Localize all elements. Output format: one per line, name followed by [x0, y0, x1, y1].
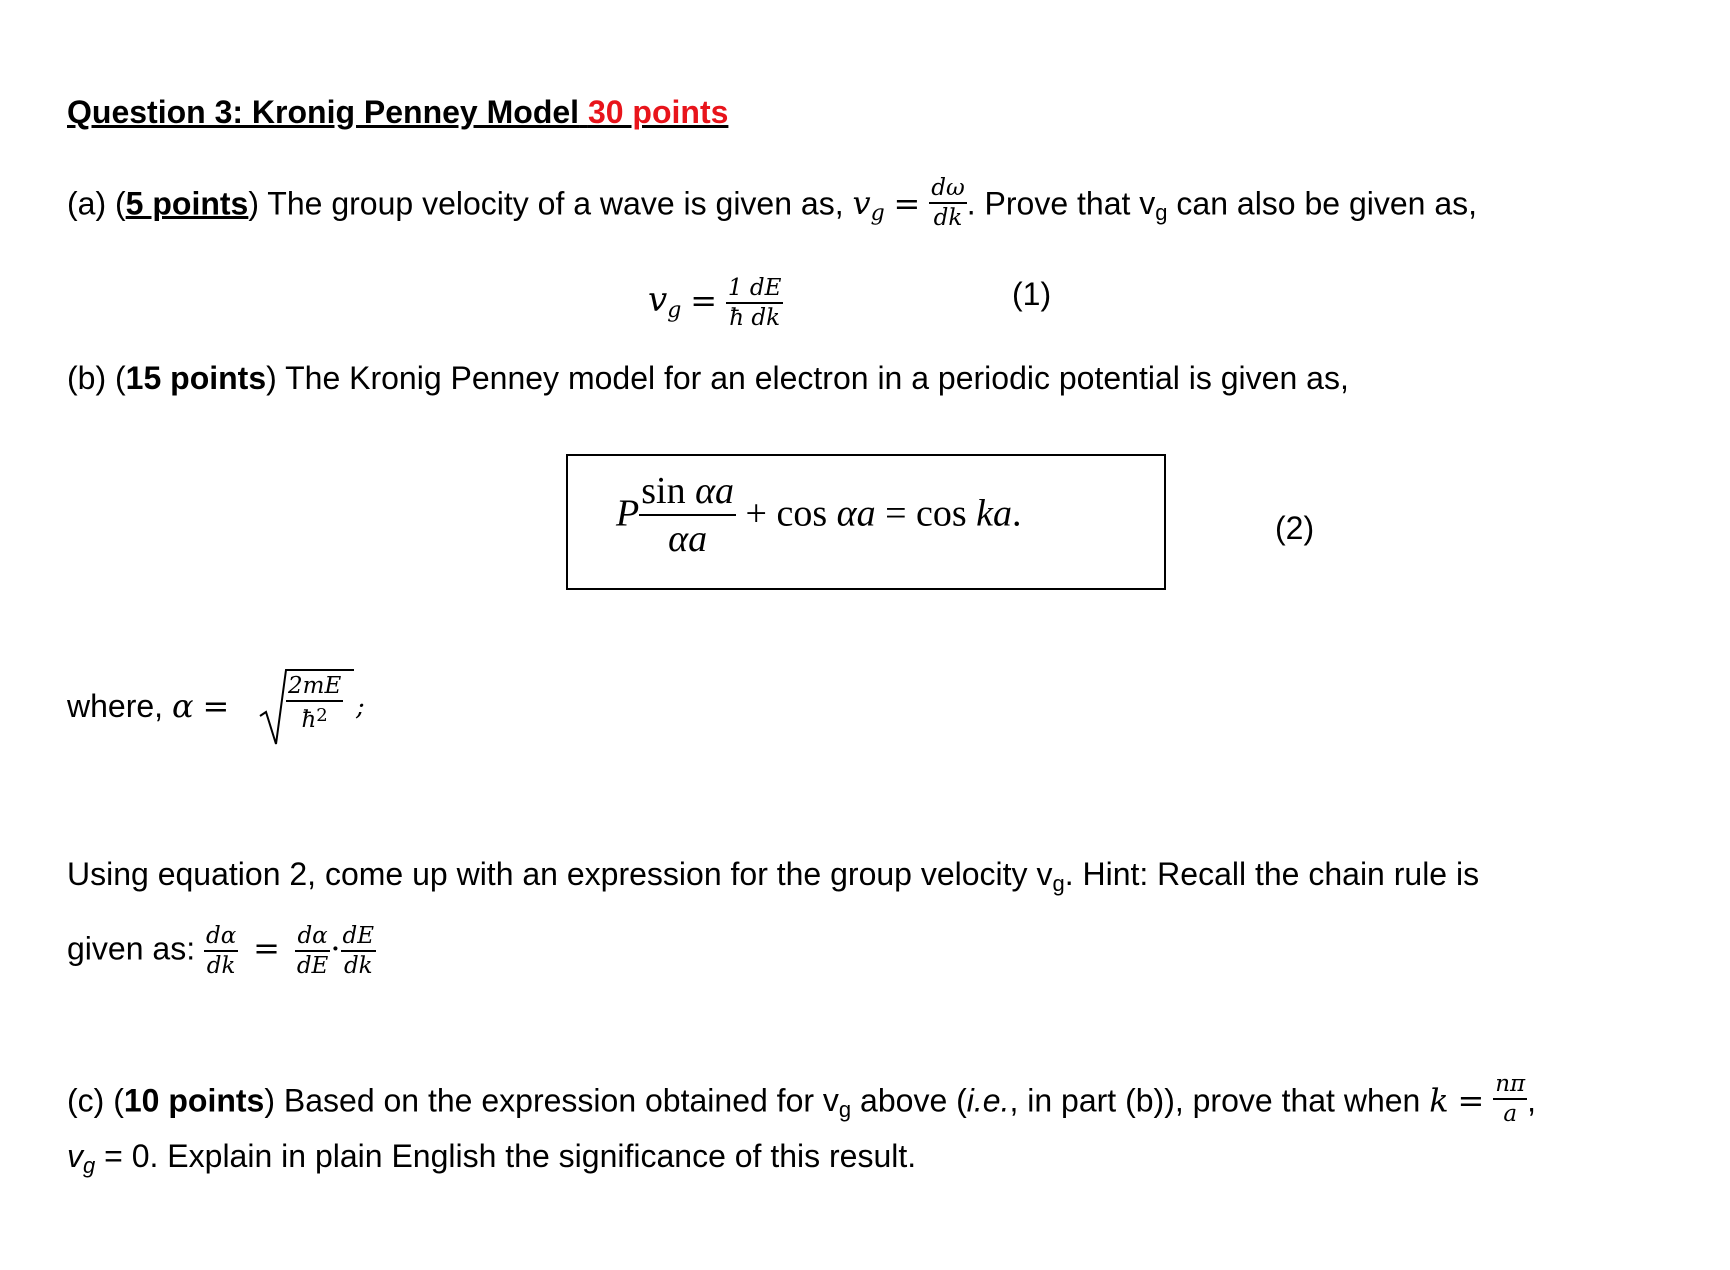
eq2-plus-cos: + cos: [745, 492, 828, 535]
part-a-vg2: $v_g$: [1139, 185, 1168, 226]
title-points: 30 points: [587, 94, 729, 130]
part-a-eq: =: [893, 184, 921, 223]
equation-1: [648, 274, 783, 332]
part-a-points: 5 points: [125, 185, 249, 222]
equation-2-box: [566, 454, 1166, 590]
eq2-eq-cos: = cos: [885, 492, 967, 535]
alpha-definition: [67, 686, 229, 726]
eq2-ka: ka: [976, 492, 1013, 535]
part-c-text3: , in part (b)), prove that when: [1009, 1082, 1421, 1119]
part-b-line: [67, 358, 1349, 398]
where-text: where,: [67, 688, 164, 724]
alpha-eq: =: [202, 687, 230, 725]
part-a-label: (a) (: [67, 185, 126, 222]
sqrt-frac: $\frac{2mE}{ħ^2}$: [288, 673, 342, 733]
part-c-line2-rest: = 0. Explain in plain English the significance of this result.: [104, 1138, 917, 1174]
using-text: Using equation 2, come up with an expression for the group velocity: [67, 856, 1028, 892]
part-b-text: ) The Kronig Penney model for an electron in a periodic potential is given as,: [266, 360, 1349, 396]
part-c-vg: $v_g$: [822, 1082, 852, 1123]
part-c-line-1: [67, 1071, 1537, 1130]
part-a-text-after: . Prove that: [966, 185, 1131, 222]
part-c-eq: =: [1457, 1081, 1485, 1120]
title-text: Question 3: Kronig Penney Model: [67, 94, 580, 130]
part-c-comma: ,: [1527, 1082, 1537, 1119]
part-b-label: (b) (: [67, 360, 126, 396]
using-vg: $v_g$: [1036, 856, 1065, 896]
part-c-frac: $\frac{n\pi}{a}$: [1495, 1071, 1526, 1127]
part-b-points: 15 points: [125, 360, 267, 396]
equation-1-label: (1): [1012, 276, 1052, 312]
eq1-vg: $v_g$: [648, 280, 682, 324]
chain-lhs-frac: $\frac{d\alpha}{dk}$: [205, 923, 237, 979]
part-c-line-2: [67, 1136, 916, 1186]
eq2-P: P: [616, 492, 640, 535]
chain-rule-line: [67, 922, 376, 980]
eq2-dot: .: [1012, 492, 1022, 535]
chain-r1-frac: $\frac{d\alpha}{dE}$: [296, 923, 329, 979]
equation-2: [616, 472, 1022, 562]
given-as-text: given as:: [67, 930, 196, 967]
using-eq2-line: [67, 854, 1479, 904]
eq1-eq: =: [690, 281, 718, 320]
part-c-ie: i.e.: [966, 1082, 1010, 1119]
part-c-text1: ) Based on the expression obtained for: [264, 1082, 815, 1119]
part-a-line: [67, 175, 1478, 234]
question-title: [67, 92, 728, 132]
part-c-label: (c) (: [67, 1082, 124, 1119]
part-a-text-before: ) The group velocity of a wave is given as,: [248, 185, 844, 222]
part-a-frac-domega-dk: $\frac{d\omega}{dk}$: [931, 175, 965, 231]
eq1-frac: $\frac{1 dE}{\text{ħ dk}}$: [727, 275, 782, 331]
part-c-points: 10 points: [123, 1082, 265, 1119]
part-c-k: k: [1429, 1081, 1449, 1120]
equation-2-label: (2): [1275, 510, 1315, 546]
part-a-text-end: can also be given as,: [1176, 185, 1478, 222]
part-a-vg: $v_g$: [852, 184, 885, 227]
part-c-text2: above (: [860, 1082, 967, 1119]
chain-eq: =: [253, 929, 280, 968]
hint-text: . Hint: Recall the chain rule is: [1064, 856, 1480, 892]
eq2-frac: $\frac{\text{sin αa}}{\alpha a}$: [641, 470, 735, 560]
chain-r2-frac: $\frac{dE}{dk}$: [342, 923, 375, 979]
part-c-vg2: $v_g$: [67, 1138, 96, 1178]
sqrt-expression: [258, 664, 370, 748]
chain-dot: ·: [330, 929, 341, 968]
alpha-symbol: α: [171, 687, 194, 725]
sqrt-semicolon: ;: [356, 692, 365, 722]
eq2-alpha-a: αa: [836, 492, 876, 535]
